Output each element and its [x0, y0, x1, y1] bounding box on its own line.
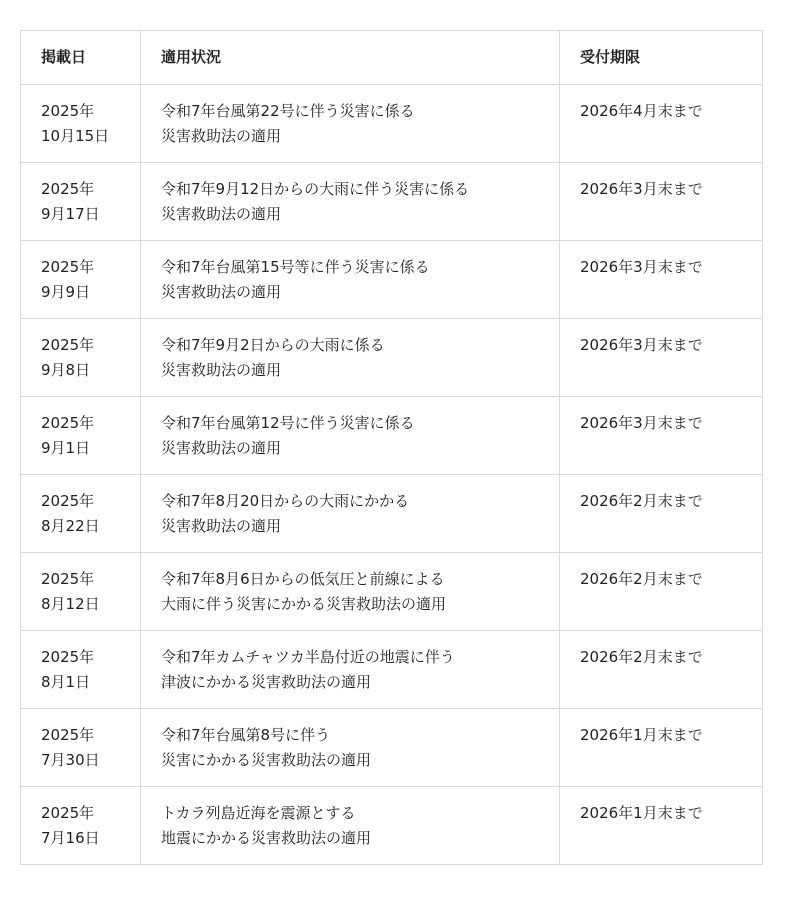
table-row: [21, 709, 763, 787]
table-row: [21, 85, 763, 163]
status-line-2: 災害救助法の適用: [161, 439, 282, 457]
date-day: 9月17日: [41, 205, 100, 223]
table-row: [21, 553, 763, 631]
status-line-1: 令和7年カムチャツカ半島付近の地震に伴う: [161, 648, 455, 666]
disaster-relief-table: [20, 30, 763, 865]
table-body: [21, 85, 763, 865]
cell-status: [141, 631, 560, 709]
date-day: 9月9日: [41, 283, 91, 301]
date-year: 2025年: [41, 102, 95, 120]
date-day: 9月8日: [41, 361, 91, 379]
cell-status: [141, 787, 560, 865]
cell-date: [21, 475, 141, 553]
status-line-1: 令和7年9月2日からの大雨に係る: [161, 336, 385, 354]
cell-date: [21, 553, 141, 631]
table-row: [21, 631, 763, 709]
cell-deadline: 2026年2月末まで: [560, 553, 763, 631]
status-line-1: 令和7年8月20日からの大雨にかかる: [161, 492, 410, 510]
table-row: [21, 319, 763, 397]
date-day: 7月16日: [41, 829, 100, 847]
cell-deadline: 2026年2月末まで: [560, 631, 763, 709]
cell-date: [21, 163, 141, 241]
cell-deadline: 2026年1月末まで: [560, 787, 763, 865]
cell-deadline: 2026年3月末まで: [560, 163, 763, 241]
date-day: 7月30日: [41, 751, 100, 769]
status-line-2: 地震にかかる災害救助法の適用: [161, 829, 372, 847]
date-year: 2025年: [41, 414, 95, 432]
status-line-2: 災害救助法の適用: [161, 517, 282, 535]
status-line-1: 令和7年9月12日からの大雨に伴う災害に係る: [161, 180, 470, 198]
cell-date: [21, 787, 141, 865]
cell-date: [21, 709, 141, 787]
cell-status: [141, 709, 560, 787]
status-line-2: 災害救助法の適用: [161, 283, 282, 301]
date-day: 8月12日: [41, 595, 100, 613]
header-deadline: 受付期限: [560, 31, 763, 85]
status-line-2: 津波にかかる災害救助法の適用: [161, 673, 372, 691]
cell-deadline: 2026年2月末まで: [560, 475, 763, 553]
cell-status: [141, 241, 560, 319]
table-row: [21, 241, 763, 319]
table-row: [21, 163, 763, 241]
date-year: 2025年: [41, 804, 95, 822]
status-line-1: トカラ列島近海を震源とする: [161, 804, 356, 822]
cell-deadline: 2026年1月末まで: [560, 709, 763, 787]
table-row: [21, 397, 763, 475]
date-year: 2025年: [41, 336, 95, 354]
cell-deadline: 2026年3月末まで: [560, 397, 763, 475]
status-line-1: 令和7年8月6日からの低気圧と前線による: [161, 570, 445, 588]
status-line-2: 災害救助法の適用: [161, 361, 282, 379]
date-year: 2025年: [41, 258, 95, 276]
date-year: 2025年: [41, 492, 95, 510]
cell-status: [141, 397, 560, 475]
cell-status: [141, 163, 560, 241]
date-year: 2025年: [41, 726, 95, 744]
table-row: [21, 787, 763, 865]
table-header-row: [21, 31, 763, 85]
date-day: 10月15日: [41, 127, 110, 145]
date-year: 2025年: [41, 180, 95, 198]
table-row: [21, 475, 763, 553]
date-day: 9月1日: [41, 439, 91, 457]
status-line-1: 令和7年台風第15号等に伴う災害に係る: [161, 258, 430, 276]
date-year: 2025年: [41, 570, 95, 588]
cell-status: [141, 85, 560, 163]
cell-date: [21, 241, 141, 319]
cell-date: [21, 397, 141, 475]
cell-deadline: 2026年4月末まで: [560, 85, 763, 163]
cell-deadline: 2026年3月末まで: [560, 319, 763, 397]
date-day: 8月22日: [41, 517, 100, 535]
cell-date: [21, 631, 141, 709]
date-day: 8月1日: [41, 673, 91, 691]
status-line-2: 災害救助法の適用: [161, 127, 282, 145]
cell-status: [141, 319, 560, 397]
cell-date: [21, 85, 141, 163]
cell-deadline: 2026年3月末まで: [560, 241, 763, 319]
status-line-1: 令和7年台風第12号に伴う災害に係る: [161, 414, 415, 432]
status-line-1: 令和7年台風第8号に伴う: [161, 726, 331, 744]
date-year: 2025年: [41, 648, 95, 666]
cell-status: [141, 553, 560, 631]
header-date: 掲載日: [21, 31, 141, 85]
status-line-2: 災害救助法の適用: [161, 205, 282, 223]
status-line-2: 大雨に伴う災害にかかる災害救助法の適用: [161, 595, 447, 613]
cell-status: [141, 475, 560, 553]
status-line-1: 令和7年台風第22号に伴う災害に係る: [161, 102, 415, 120]
header-status: 適用状況: [141, 31, 560, 85]
cell-date: [21, 319, 141, 397]
status-line-2: 災害にかかる災害救助法の適用: [161, 751, 372, 769]
